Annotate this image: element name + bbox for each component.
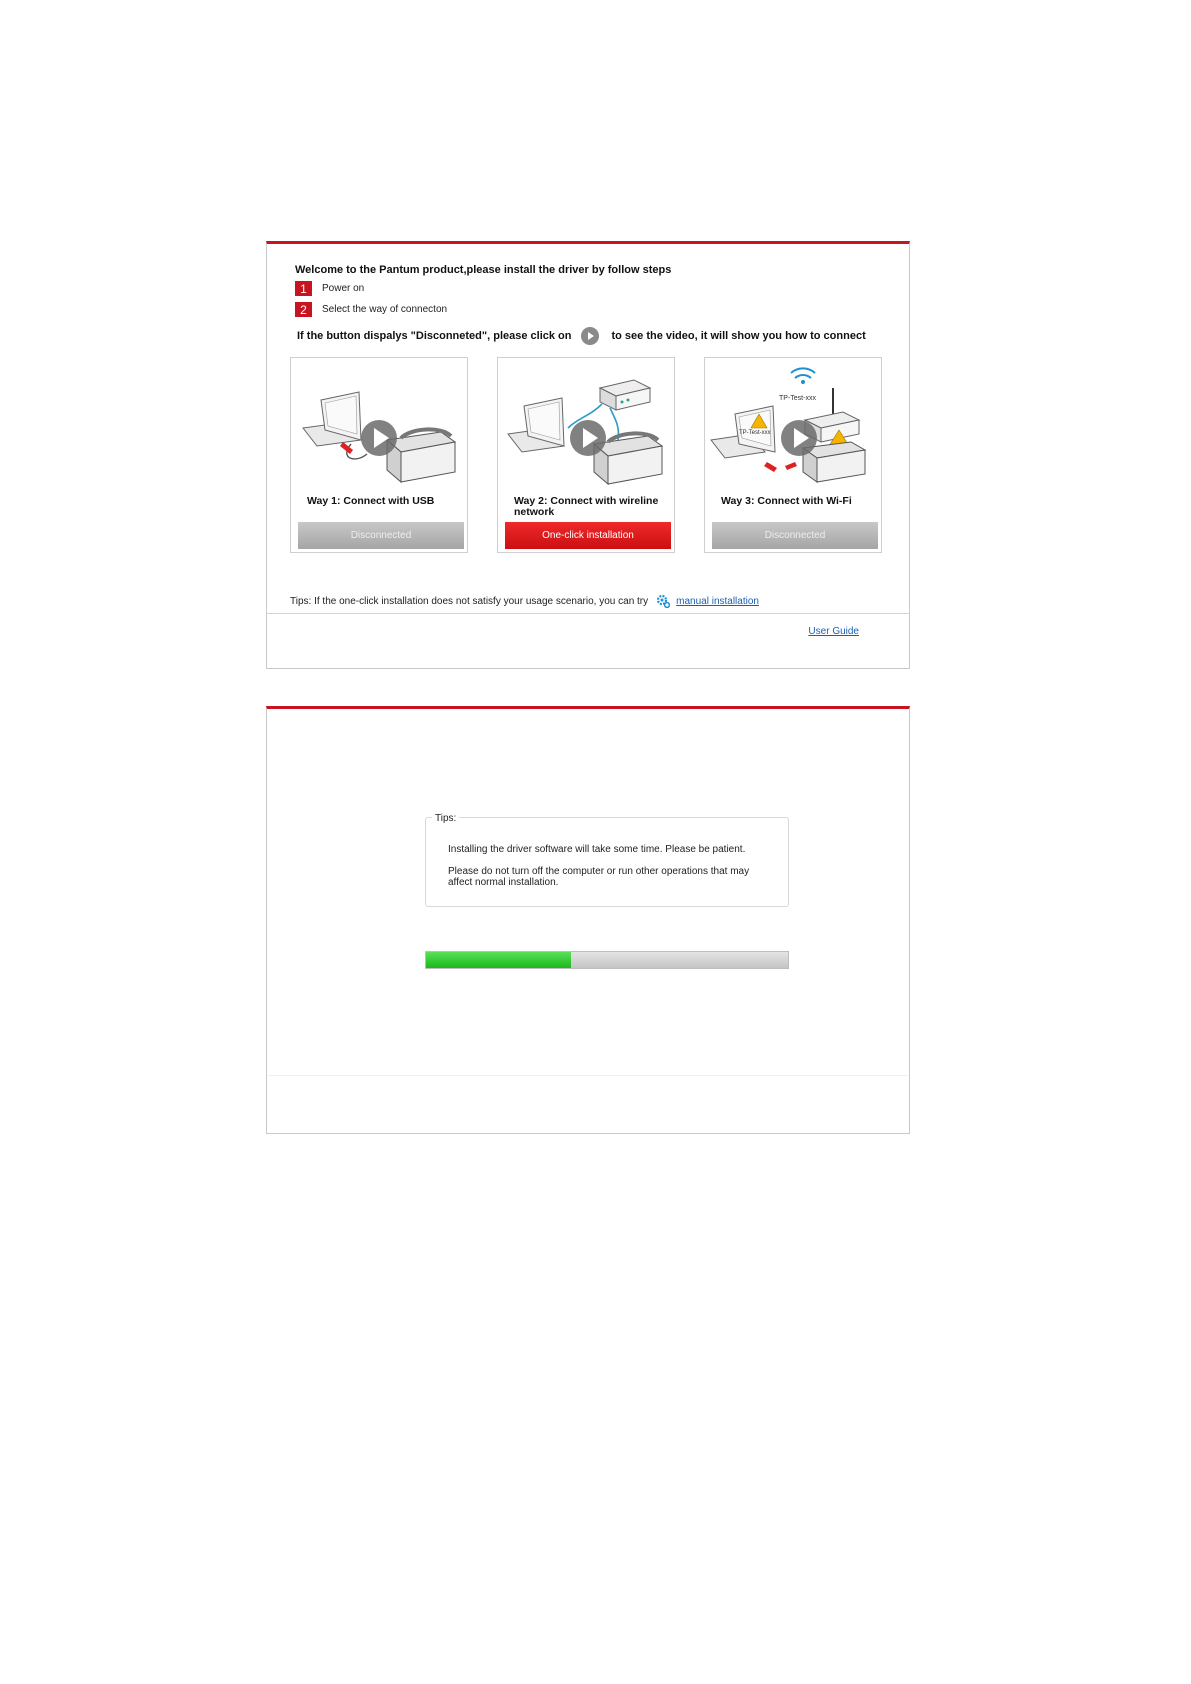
router-icon [600,380,650,410]
way-title-wifi: Way 3: Connect with Wi-Fi [721,495,852,507]
tips-box [425,813,789,907]
wifi-signal-icon [791,368,815,384]
router-ssid-label: TP-Test-xxx [779,395,816,402]
laptop-icon [508,398,564,452]
laptop-ssid-label: TP-Test-xxx [739,430,771,436]
installing-window [266,706,910,1134]
video-play-icon[interactable] [570,420,606,456]
wifi-disconnected-button[interactable]: Disconnected [712,522,878,549]
video-play-icon[interactable] [361,420,397,456]
progress-fill [426,952,571,968]
tips-text: Tips: If the one-click installation does not satisfy your usage scenario, you can try [290,595,649,607]
video-hint [297,327,866,345]
manual-installation-link[interactable]: manual installation [676,595,759,607]
laptop-icon [303,392,361,446]
hint-before: If the button dispalys "Disconneted", please click on [297,330,572,342]
step-label-1: Power on [322,283,365,294]
usb-disconnected-button[interactable]: Disconnected [298,522,464,549]
way-card-wireline [497,357,675,553]
welcome-text: Welcome to the Pantum product,please install the driver by follow steps [295,264,672,276]
tips-row [290,594,759,608]
tips-line-1: Installing the driver software will take some time. Please be patient. [448,844,746,855]
tips-line-2: Please do not turn off the computer or run other operations that may affect normal installation. [448,866,750,888]
usb-illustration [291,358,467,488]
step-label-2: Select the way of connecton [322,304,448,315]
way-title-usb: Way 1: Connect with USB [307,495,435,507]
tips-label: Tips: [432,813,459,824]
way-card-wifi [704,357,882,553]
wireline-illustration [498,358,674,488]
wifi-illustration [705,358,881,488]
install-progress-bar [425,951,789,969]
footer-divider [267,1075,909,1076]
step-number-1: 1 [295,281,312,296]
step-power-on [295,281,364,296]
gear-icon [656,594,670,608]
footer-divider [267,613,909,614]
printer-icon [387,429,455,482]
video-play-icon[interactable] [781,420,817,456]
step-number-2: 2 [295,302,312,317]
user-guide-link[interactable]: User Guide [808,626,859,637]
way-title-wireline: Way 2: Connect with wireline network [514,495,659,518]
hint-after: to see the video, it will show you how to connect [611,330,866,342]
one-click-installation-button[interactable]: One-click installation [505,522,671,549]
step-select-connection [295,302,447,317]
installer-window [266,241,910,669]
way-card-usb [290,357,468,553]
play-icon [581,327,599,345]
